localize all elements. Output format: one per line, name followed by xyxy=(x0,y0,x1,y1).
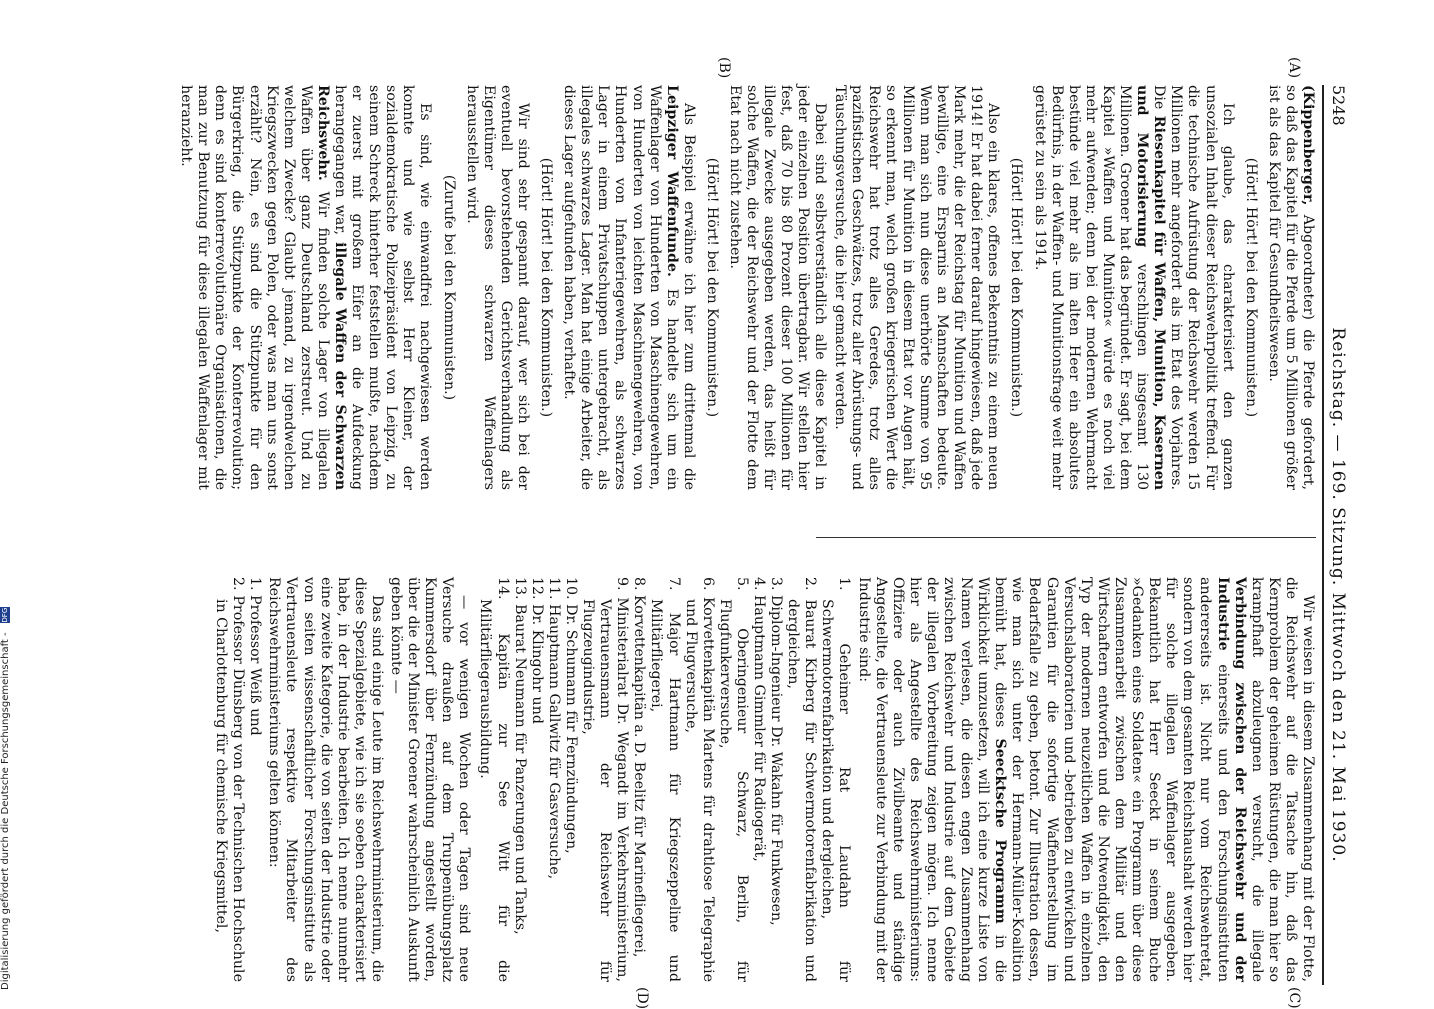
digitization-text: Digitalisierung gefördert durch die Deutsche Forschungsgemeinschaft - xyxy=(0,632,11,990)
document-page xyxy=(110,57,1350,1009)
list-item: 4. Hauptmann Gimmler für Radiogerät, xyxy=(751,577,767,862)
left-column xyxy=(175,85,1316,490)
list-item: 6. Korvettenkapitän Martens für drahtlose Telegraphie und Flugversuche, xyxy=(682,577,716,982)
page-number: 5248 xyxy=(1329,85,1348,126)
list-item: 7. Major Hartmann für Kriegszeppeline und Militärfliegerei, xyxy=(648,577,682,982)
paragraph: — vor wenigen Wochen oder Tagen sind neue Versuche draußen auf dem Truppenübungsplatz Kummersdorf über Fernzündung angestellt worden, über die der Minister Groener wahrscheinlich Auskunft geben könnte — xyxy=(388,577,473,982)
list-item: 1. Geheimer Rat Laudahn für Schwermotorenfabrikation und dergleichen, xyxy=(819,577,853,982)
paragraph-text: die Pferde gefordert, so daß das Kapitel für die Pferde um 5 Millionen größer ist als das Kapitel für Gesundheitswesen. xyxy=(1265,85,1316,491)
paragraph-text: Als Beispiel erwähne ich hier zum drittenmal die xyxy=(680,103,697,490)
paragraph-text: Es sind, wie einwandfrei nachgewiesen werden konnte und wie selbst Herr Kleiner, der sozialdemokratische Polizeipräsident von Leipzig, zu seinem Schreck hinterher feststellen mußte, nachdem er zuerst mit großem Eifer an die Aufdeckung herangegangen war, xyxy=(332,85,434,490)
paragraph-text: Wir weisen in diesem Zusammenhang mit der Flotte, die Reichswehr auf die Tatsache hin, daß das Kernproblem der geheimen Rüstungen, die man hier so krampfhaft abzuleugnen versucht, die illegale xyxy=(1248,577,1316,982)
interjection: (Hört! Hört! bei den Kommunisten.) xyxy=(1242,157,1259,418)
paragraph xyxy=(1031,85,1236,490)
column-divider xyxy=(816,537,1316,538)
paragraph-text: Es handelte sich um ein Waffenlager von Hunderten von Maschinengewehren, von Hunderten von leichten Maschinengewehren, von Hunderten von Infanteriegewehren, als schwarzes Lager in einem Privatschuppen untergebracht, als illegales schwarzes Lager. Man hat einige Arbeiter, die dieses Lager aufgefunden haben, verhaftet. xyxy=(561,85,680,490)
paragraph xyxy=(560,85,697,490)
bold-phrase: illegale Waffen der Schwarzen Reichswehr. xyxy=(314,85,349,491)
speaker-role: Abgeordneter) xyxy=(1300,214,1316,320)
person-list xyxy=(476,577,852,982)
digitization-note xyxy=(0,0,12,990)
paragraph: Das sind einige Leute im Reichswehrministerium, die diese Spezialgebiete, wie ich sie soeben charakterisiert habe, in der Industrie bearbeiten. Ich nenne nunmehr eine zweite Kategorie, die von seiten der Industrie oder von seiten wissenschaftlicher Forschungsinstitute als Vertrauensleute respektive Mitarbeiter des Reichswehrministeriums gelten können: xyxy=(266,577,385,982)
person-list-second xyxy=(212,577,263,982)
bold-phrase: Verbindung zwischen der Reichswehr und der Industrie xyxy=(1214,577,1248,982)
interjection: (Hört! Hört! bei den Kommunisten.) xyxy=(538,157,555,418)
paragraph xyxy=(177,85,433,490)
list-item: 2. Professor Dünsberg von der Technischen Hochschule in Charlottenburg für chemische Kriegsmittel, xyxy=(213,577,247,982)
list-item: 9. Ministerialrat Dr. Wegandt im Verkehrsministerium, Vertrauensmann der Reichswehr für Flugzeugindustrie, xyxy=(580,577,631,982)
page-title: Reichstag. — 169. Sitzung. Mittwoch den 21. Mai 1930. xyxy=(1328,327,1348,863)
list-item: 12. Dr. Klingohr und xyxy=(528,577,545,724)
list-item: 5. Oberingenieur Schwarz, Berlin, für Flugfunkerversuche, xyxy=(716,577,750,982)
bold-phrase: Riesenkapitel für Waffen, Munition, Kasernen und Motorisierung xyxy=(1134,85,1168,491)
bold-phrase: Leipziger Waffenfunde. xyxy=(663,85,680,277)
paragraph-text: verschlingen insgesamt 130 Millionen. Groener hat das begründet. Er sagt, bei dem Kapitel »Waffen und Munition« würde es noch viel mehr aufwenden; denn bei der modernen Wehrmacht bestünde viel mehr als im alten Heer ein absolutes Bedürfnis, in der Waffen- und Munitionsfrage weit mehr gerüstet zu sein als 1914. xyxy=(1031,85,1151,491)
page-header xyxy=(1320,85,1350,985)
list-item: 3. Diplom-Ingenieur Dr. Wakahn für Funkwesen, xyxy=(768,577,785,926)
margin-mark-c: (C) xyxy=(1286,987,1302,1009)
margin-mark-a: (A) xyxy=(1286,57,1302,79)
list-item: 14. Kapitän zur See Witt für die Militärfliegerausbildung. xyxy=(477,577,511,982)
bold-phrase: Seecktsche Programm xyxy=(992,738,1009,924)
paragraph-text: einerseits und den Forschungsinstituten andererseits ist. Nicht nur vom Reichswehretat, sondern von dem gesamten Reichshaushalt werden hier für solche illegalen Waffenlager ausgegeben. Bekanntlich hat Herr Seeckt in seinem Buche »Gedanken eines Soldaten« ein Programm über diese Zusammenarbeit zwischen dem Militär und den Wirtschaftern entworfen und die Notwendigkeit, den Typ der modernen neuzeitlichen Waffen in einzelnen Versuchslaboratorien und -betrieben zu entwickeln und Garantien für die sofortige Waffenherstellung im Bedarfsfalle zu geben, betont. Zur Illustration dessen, wie man sich unter der Hermann-Müller-Koalition bemüht hat, dieses xyxy=(992,577,1231,982)
paragraph xyxy=(854,577,1316,982)
paragraph-text: in die Wirklichkeit umzusetzen, will ich eine kurze Liste von Namen verlesen, die diesen engen Zusammenhang zwischen Reichswehr und Industrie auf dem Gebiete der illegalen Vorbereitung zeigen mögen. Ich nenne hier als Angestellte des Reichswehrministeriums: Offiziere oder auch Zivilbeamte und ständige Angestellte, die Vertrauensleute zur Verbindung mit der Industrie sind: xyxy=(855,577,1009,982)
list-item: 2. Baurat Kirberg für Schwermotorenfabrikation und dergleichen, xyxy=(785,577,819,982)
list-item: 11. Hauptmann Gallwitz für Gasversuche, xyxy=(545,577,562,880)
interjection: (Hört! Hört! bei den Kommunisten.) xyxy=(703,157,720,418)
interjection: (Zurufe bei den Kommunisten.) xyxy=(440,174,457,401)
paragraph-text: Ich glaube, das charakterisiert den ganzen unsozialen Inhalt dieser Reichswehrpolitik treffend. Für die technische Aufrüstung der Reichswehr werden 15 Millionen mehr angefordert als im Etat des Vorjahres. Die xyxy=(1151,85,1236,490)
header-rule xyxy=(1322,85,1324,985)
paragraph: Dabei sind selbstverständlich alle diese Kapitel in jeder einzelnen Position übertragbar. Wir stellen hier fest, daß 70 bis 80 Prozent dieser 100 Millionen für illegale Zwecke ausgegeben werden, das heißt für solche Waffen, die der Reichswehr und der Flotte dem Etat nach nicht zustehen. xyxy=(727,85,829,490)
interjection: (Hört! Hört! bei den Kommunisten.) xyxy=(1008,157,1025,418)
paragraph: Also ein klares, offenes Bekenntnis zu einem neuen 1914! Er hat dabei ferner darauf hingewiesen, daß jede Mark mehr, die der Reichstag für Munition und Waffen bewillige, eine Ersparnis an Mannschaften bedeute. Wenn man sich nun diese unerhörte Summe von 95 Millionen für Munition in diesem Etat vor Augen hält, so erkennt man, welch großen kriegerischen Wert die Reichswehr hat trotz alles Geredes, trotz alles pazifistischen Geschwätzes, trotz aller Abrüstungs- und Täuschungsversuche, die hier gemacht werden. xyxy=(831,85,1002,490)
margin-mark-b: (B) xyxy=(716,57,732,79)
margin-mark-d: (D) xyxy=(634,987,650,1009)
speaker-name: (Kippenberger, xyxy=(1300,85,1316,206)
list-item: 8. Korvettenkapitän a. D. Beelitz für Marinefliegerei, xyxy=(631,577,648,958)
paragraph xyxy=(1265,85,1316,490)
dfg-logo: DFG xyxy=(1,607,9,623)
paragraph-text: Wir finden solche Lager von illegalen Waffen über ganz Deutschland zerstreut. Und zu welchem Zwecke? Glaubt jemand, zu irgendwelchen Kriegszwecken gegen Polen, oder was man uns sonst erzählt? Nein, es sind die Stützpunkte für den Bürgerkrieg, die Stützpunkte der Konterrevolution; denn es sind konterrevolutionäre Organisationen, die man zur Benutzung für diese illegalen Waffenlager mit heranzieht. xyxy=(178,85,331,490)
right-column xyxy=(208,577,1316,982)
list-item: 13. Baurat Neumann für Panzerungen und Tanks, xyxy=(511,577,528,935)
paragraph: Wir sind sehr gespannt darauf, wer sich bei der eventuell bevorstehenden Gerichtsverhandlung als Eigentümer dieses schwarzen Waffenlagers herausstellen wird. xyxy=(463,85,531,490)
list-item: 10. Dr. Schumann für Fernzündungen, xyxy=(562,577,579,854)
list-item: 1. Professor Weiß und xyxy=(247,577,264,736)
